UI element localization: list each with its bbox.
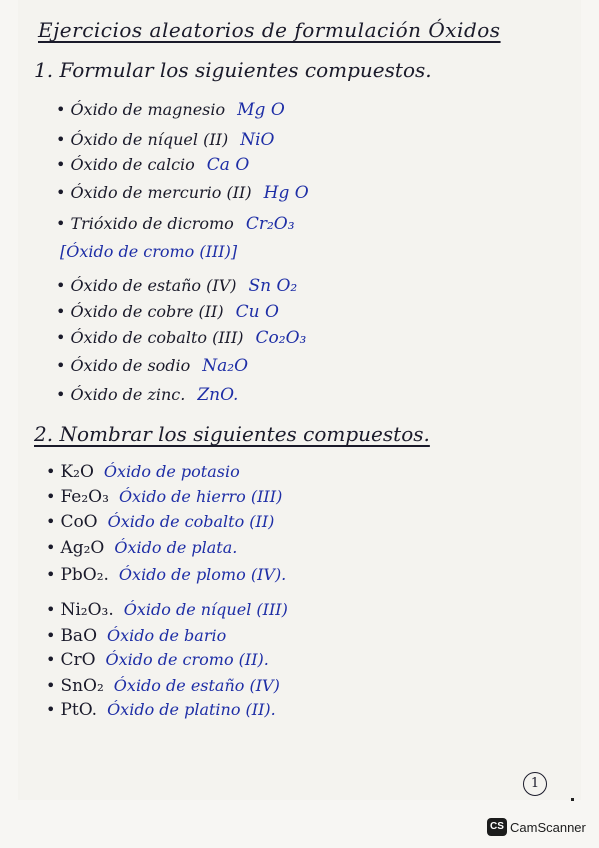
bullet-icon: • bbox=[46, 487, 56, 506]
camscanner-label: CamScanner bbox=[510, 819, 586, 835]
camscanner-watermark bbox=[487, 818, 586, 836]
compound-name: Óxido de magnesio bbox=[70, 100, 226, 119]
bullet-icon: • bbox=[46, 565, 56, 584]
compound-answer: Óxido de plomo (IV). bbox=[118, 565, 287, 584]
compound-answer: Óxido de bario bbox=[107, 626, 227, 645]
bullet-icon: • bbox=[46, 538, 56, 557]
bullet-icon: • bbox=[46, 650, 56, 669]
bullet-icon: • bbox=[56, 214, 66, 233]
section-2-item bbox=[46, 650, 269, 670]
compound-name: Óxido de cobalto (III) bbox=[70, 328, 244, 347]
compound-formula: Fe₂O₃ bbox=[60, 487, 109, 507]
bullet-icon: • bbox=[56, 328, 66, 347]
compound-name: Óxido de mercurio (II) bbox=[70, 183, 252, 202]
compound-answer: Na₂O bbox=[202, 356, 249, 376]
bullet-icon: • bbox=[56, 302, 66, 321]
section-2-item bbox=[46, 600, 288, 620]
section-2-item bbox=[46, 700, 276, 720]
bullet-icon: • bbox=[46, 512, 56, 531]
bullet-icon: • bbox=[56, 130, 66, 149]
compound-name: [Óxido de cromo (III)] bbox=[60, 242, 238, 261]
compound-answer: Mg O bbox=[237, 100, 285, 120]
bullet-icon: • bbox=[46, 676, 56, 695]
compound-formula: BaO bbox=[60, 626, 98, 646]
compound-answer: NiO bbox=[240, 130, 275, 150]
bullet-icon: • bbox=[56, 155, 66, 174]
section-1-heading: 1. Formular los siguientes compuestos. bbox=[34, 58, 432, 82]
compound-answer: Cr₂O₃ bbox=[245, 214, 295, 234]
compound-answer: Óxido de potasio bbox=[103, 462, 240, 481]
bullet-icon: • bbox=[56, 183, 66, 202]
section-2-item bbox=[46, 512, 274, 532]
camscanner-logo-icon: CS bbox=[487, 818, 507, 836]
compound-answer: ZnO. bbox=[197, 385, 239, 405]
compound-name: Óxido de cobre (II) bbox=[70, 302, 224, 321]
compound-answer: Óxido de plata. bbox=[114, 538, 238, 557]
compound-formula: CrO bbox=[60, 650, 96, 670]
section-2-item bbox=[46, 487, 282, 507]
section-1-item bbox=[56, 100, 285, 120]
compound-answer: Hg O bbox=[263, 183, 309, 203]
section-1-item bbox=[56, 183, 309, 203]
section-1-item bbox=[56, 155, 249, 175]
compound-formula: CoO bbox=[60, 512, 98, 532]
compound-formula: Ag₂O bbox=[60, 538, 105, 558]
section-2-item bbox=[46, 626, 226, 646]
bullet-icon: • bbox=[56, 100, 66, 119]
section-1-item bbox=[56, 302, 279, 322]
compound-formula: PtO. bbox=[60, 700, 98, 720]
compound-formula: PbO₂. bbox=[60, 565, 109, 585]
compound-name: Óxido de níquel (II) bbox=[70, 130, 229, 149]
compound-name: Óxido de sodio bbox=[70, 356, 191, 375]
compound-name: Óxido de calcio bbox=[70, 155, 195, 174]
section-2-item bbox=[46, 676, 280, 696]
bullet-icon: • bbox=[46, 700, 56, 719]
compound-answer: Óxido de estaño (IV) bbox=[113, 676, 280, 695]
bullet-icon: • bbox=[46, 462, 56, 481]
section-1-item bbox=[56, 385, 238, 405]
section-1-item bbox=[56, 328, 306, 348]
compound-answer: Óxido de hierro (III) bbox=[118, 487, 283, 506]
compound-answer: Óxido de cobalto (II) bbox=[107, 512, 275, 531]
bullet-icon: • bbox=[56, 276, 66, 295]
section-2-item bbox=[46, 565, 286, 585]
compound-answer: Ca O bbox=[206, 155, 250, 175]
section-1-item bbox=[56, 130, 274, 150]
compound-name: Óxido de estaño (IV) bbox=[70, 276, 237, 295]
bullet-icon: • bbox=[46, 626, 56, 645]
compound-answer: Óxido de cromo (II). bbox=[105, 650, 269, 669]
compound-formula: K₂O bbox=[60, 462, 94, 482]
bullet-icon: • bbox=[46, 600, 56, 619]
section-1-item bbox=[56, 276, 297, 296]
bullet-icon: • bbox=[56, 385, 66, 404]
section-2-item bbox=[46, 538, 237, 558]
page-number: 1 bbox=[523, 772, 547, 796]
compound-answer: Óxido de platino (II). bbox=[107, 700, 276, 719]
compound-answer: Sn O₂ bbox=[248, 276, 298, 296]
page-title: Ejercicios aleatorios de formulación Óxidos bbox=[38, 18, 501, 42]
ink-dot bbox=[571, 798, 574, 801]
section-2-heading: 2. Nombrar los siguientes compuestos. bbox=[34, 422, 430, 446]
section-1-item bbox=[56, 356, 248, 376]
bullet-icon: • bbox=[56, 356, 66, 375]
section-2-item bbox=[46, 462, 240, 482]
compound-answer: Cu O bbox=[235, 302, 279, 322]
compound-formula: SnO₂ bbox=[60, 676, 104, 696]
compound-answer: Óxido de níquel (III) bbox=[123, 600, 288, 619]
section-1-item bbox=[56, 214, 295, 234]
compound-name: Trióxido de dicromo bbox=[70, 214, 234, 233]
compound-formula: Ni₂O₃. bbox=[60, 600, 114, 620]
section-1-alt-name bbox=[60, 242, 237, 261]
compound-answer: Co₂O₃ bbox=[255, 328, 307, 348]
compound-name: Óxido de zinc. bbox=[70, 385, 186, 404]
